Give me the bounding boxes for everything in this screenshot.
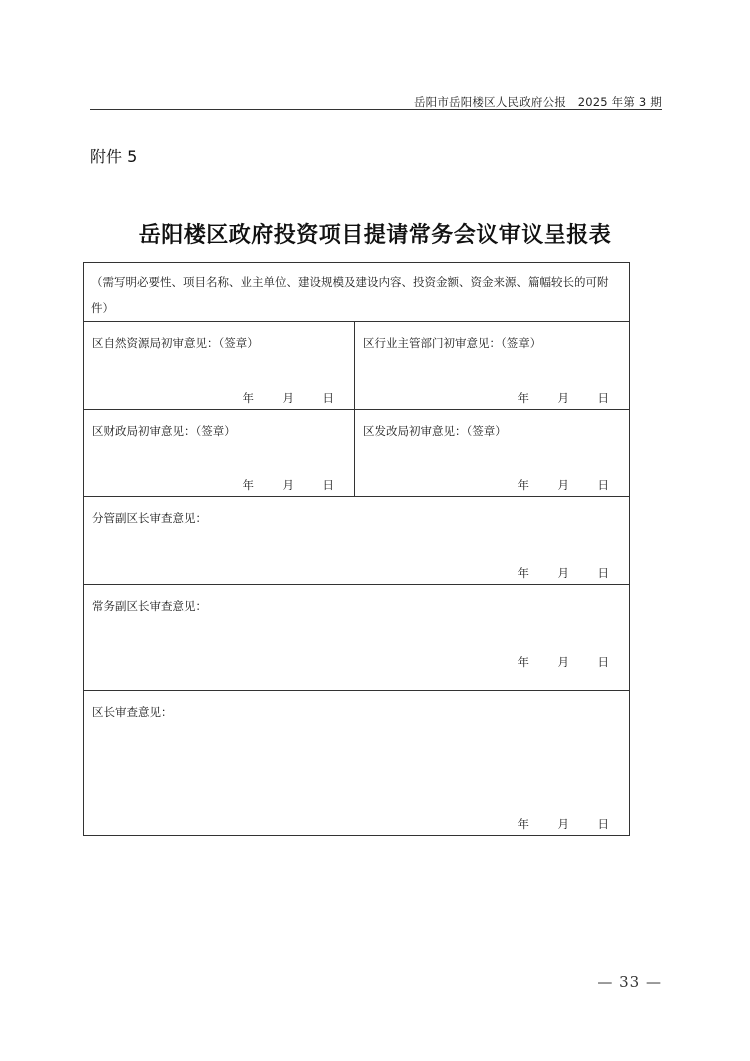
form-row-initial-review-2 <box>84 409 629 496</box>
form-row-executive-deputy <box>84 584 629 690</box>
form-row-initial-review-1 <box>84 321 629 409</box>
date-year: 年 <box>517 655 529 669</box>
development-reform-label: 区发改局初审意见：（签章） <box>363 424 507 438</box>
document-title: 岳阳楼区政府投资项目提请常务会议审议呈报表 <box>138 222 612 248</box>
date-day: 日 <box>597 478 609 492</box>
date-line <box>243 477 335 493</box>
date-day: 日 <box>597 817 609 831</box>
date-day: 日 <box>322 478 334 492</box>
report-form-table <box>83 262 630 836</box>
date-year: 年 <box>517 478 529 492</box>
development-reform-cell[interactable] <box>355 410 629 496</box>
district-head-cell[interactable] <box>84 691 629 835</box>
date-day: 日 <box>597 391 609 405</box>
note-text: （需写明必要性、项目名称、业主单位、建设规模及建设内容、投资金额、资金来源、篇幅较长的可附件） <box>91 275 609 315</box>
date-line <box>518 565 610 581</box>
industry-dept-label: 区行业主管部门初审意见：（签章） <box>363 336 542 350</box>
district-head-label: 区长审查意见： <box>92 705 173 719</box>
form-row-district-head <box>84 690 629 835</box>
form-row-deputy-in-charge <box>84 496 629 584</box>
publication-header: 岳阳市岳阳楼区人民政府公报 2025 年第 3 期 <box>413 95 662 109</box>
date-line <box>518 390 610 406</box>
date-day: 日 <box>597 655 609 669</box>
date-month: 月 <box>557 817 569 831</box>
finance-cell[interactable] <box>84 410 355 496</box>
date-month: 月 <box>557 391 569 405</box>
date-day: 日 <box>322 391 334 405</box>
date-month: 月 <box>282 391 294 405</box>
natural-resources-cell[interactable] <box>84 322 355 409</box>
finance-label: 区财政局初审意见：（签章） <box>92 424 236 438</box>
date-month: 月 <box>557 478 569 492</box>
date-year: 年 <box>242 478 254 492</box>
header-divider <box>90 109 662 110</box>
form-row-note <box>84 263 629 321</box>
date-year: 年 <box>517 817 529 831</box>
page-number: — 33 — <box>597 973 662 991</box>
executive-deputy-label: 常务副区长审查意见： <box>92 599 207 613</box>
date-month: 月 <box>282 478 294 492</box>
date-day: 日 <box>597 566 609 580</box>
industry-dept-cell[interactable] <box>355 322 629 409</box>
date-line <box>518 816 610 832</box>
natural-resources-label: 区自然资源局初审意见：（签章） <box>92 336 259 350</box>
date-year: 年 <box>517 391 529 405</box>
date-line <box>518 477 610 493</box>
date-month: 月 <box>557 655 569 669</box>
date-line <box>518 654 610 670</box>
attachment-label: 附件 5 <box>90 147 138 166</box>
note-cell[interactable] <box>84 263 629 321</box>
date-year: 年 <box>242 391 254 405</box>
deputy-in-charge-cell[interactable] <box>84 497 629 584</box>
deputy-in-charge-label: 分管副区长审查意见： <box>92 511 207 525</box>
executive-deputy-cell[interactable] <box>84 585 629 690</box>
date-year: 年 <box>517 566 529 580</box>
date-line <box>243 390 335 406</box>
date-month: 月 <box>557 566 569 580</box>
